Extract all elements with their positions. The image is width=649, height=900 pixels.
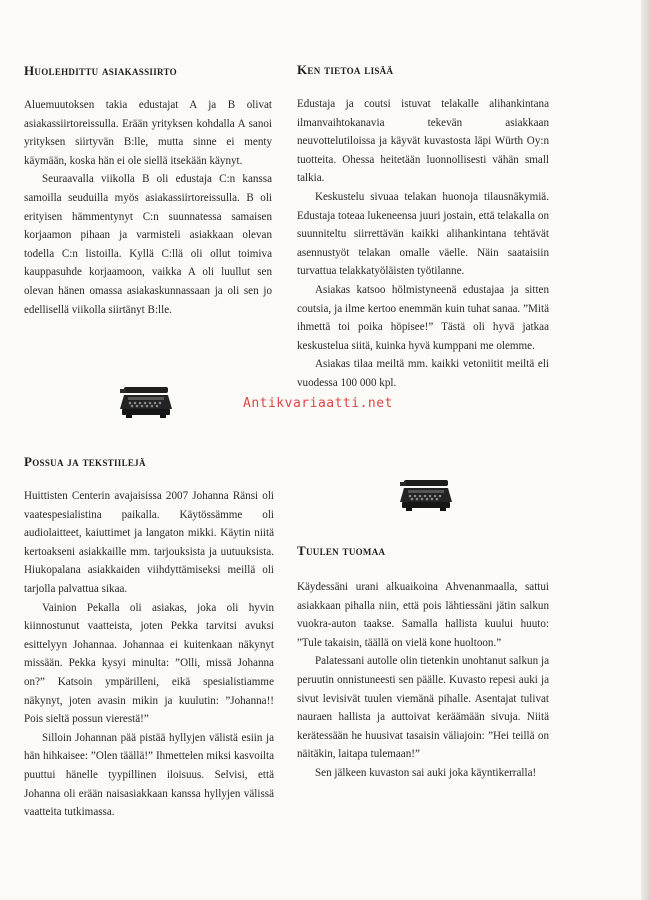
paragraph: Huittisten Centerin avajaisissa 2007 Johanna Ränsi oli vaatespesialistina paikalla. Käytössämme oli audiolaitteet, kaiuttimet ja langaton mikki. Käytin niitä kertoakseni asiakkaille mm. tarjouksista ja uutuuksista. Hiukopalana asiakkaiden viihdyttämiseksi meillä oli tarjolla palvattua sikaa.	[24, 490, 274, 595]
section-body-ken-tietoa	[297, 95, 549, 393]
section-title-possua: Possua ja tekstiilejä	[24, 454, 146, 469]
paragraph: Vainion Pekalla oli asiakas, joka oli hyvin kiinnostunut vaatteista, joten Pekka tarvitsi avuksi esittelyyn Johannaa. Johannaa ei kuitenkaan näkynyt missään. Pekka kysyi minulta: ”Olli, missä Johanna on?” Katsoin ympärilleni, eikä spesialistiamme näkynyt, joten avasin mikin ja kuulutin: ”Johanna!! Pois sieltä possun vierestä!”	[24, 601, 274, 726]
paragraph: Asiakas tilaa meiltä mm. kaikki vetoniitit meiltä eli vuodessa 100 000 kpl.	[297, 358, 549, 389]
section-body-tuulen-tuomaa	[297, 578, 549, 783]
section-title-ken-tietoa: Ken tietoa lisää	[297, 62, 394, 77]
paragraph: Keskustelu sivuaa telakan huonoja tilausnäkymiä. Edustaja toteaa lukeneensa juuri jostain, että telakalla on suunniteltu siirrettävän kaikki alihankintana tehtävät asennustyöt telakan omalle väelle. Näin saataisiin turvattua telakkatyöläisten työtilanne.	[297, 190, 549, 278]
section-body-huolehdittu	[24, 96, 272, 319]
paragraph: Aluemuutoksen takia edustajat A ja B olivat asiakassiirtoreissulla. Erään yrityksen kohdalla A sanoi yrityksen siirtyvän B:lle, mutta sinne ei menty käymään, koska hän ei ole siellä itsekään käynyt.	[24, 99, 272, 167]
typewriter-icon	[398, 478, 454, 514]
section-title-tuulen-tuomaa: Tuulen tuomaa	[297, 543, 386, 558]
paragraph: Käydessäni urani alkuaikoina Ahvenanmaalla, sattui asiakkaan pihalla niin, että pois lähtiessäni jätin salkun vuokra-auton taakse. Samalla hallista kuului huuto: ”Tule takaisin, täällä on vielä kone huoltoon.”	[297, 581, 549, 649]
paragraph: Silloin Johannan pää pistää hyllyjen välistä esiin ja hän hihkaisee: ”Olen täällä!” Ihmettelen miksi kasvoilta puuttui hänelle tyypillinen iloisuus. Selvisi, että Johanna oli erään naisasiakkaan kanssa hyllyjen välissä vaatteita tutkimassa.	[24, 731, 274, 819]
section-title-huolehdittu: Huolehdittu asiakassiirto	[24, 63, 177, 78]
typewriter-icon	[118, 385, 174, 421]
paragraph: Edustaja ja coutsi istuvat telakalle alihankintana ilmanvaihtokanavia tekevän asiakkaan neuvottelutiloissa ja käyvät kuvastosta läpi Würth Oy:n tuotteita. Ohessa heitetään luonnollisesti vähän small talkia.	[297, 98, 549, 185]
page-edge	[641, 0, 649, 900]
paragraph: Palatessani autolle olin tietenkin unohtanut salkun ja peruutin onnistuneesti sen päälle. Kuvasto repesi auki ja sivut levisivät tuulen viemänä pihalle. Asentajat tulivat nauraen hallista ja auttoivat keräämään sivuja. Niitä kerätessään he huusivat tasaisin väliajoin: ”Hei teillä on näitäkin, laitapa tulemaan!”	[297, 655, 549, 761]
paragraph: Sen jälkeen kuvaston sai auki joka käyntikerralla!	[315, 766, 537, 779]
watermark-text: Antikvariaatti.net	[243, 396, 393, 411]
section-body-possua	[24, 487, 274, 822]
paragraph: Seuraavalla viikolla B oli edustaja C:n kanssa samoilla seuduilla myös asiakassiirtoreissulla. B oli erityisen hämmentynyt C:n suunnatessa samaisen korjaamon pihaan ja varmisteli asiakkaan olevan todella C:n listoilla. Kyllä C:llä oli ollut toimiva kauppasuhde korjaamoon, vaikka A oli luullut sen olevan hänen omassa asiakaskunnassaan ja oli sen jo edellisellä viikolla siirtänyt B:lle.	[24, 173, 272, 316]
paragraph: Asiakas katsoo hölmistyneenä edustajaa ja sitten coutsia, ja ilme kertoo enemmän kuin tuhat sanaa. ”Mitä ihmettä toi poika höpisee!” Tästä oli hyvä jatkaa keskustelua siitä, kuinka hyvä kumppani me olemme.	[297, 283, 549, 352]
